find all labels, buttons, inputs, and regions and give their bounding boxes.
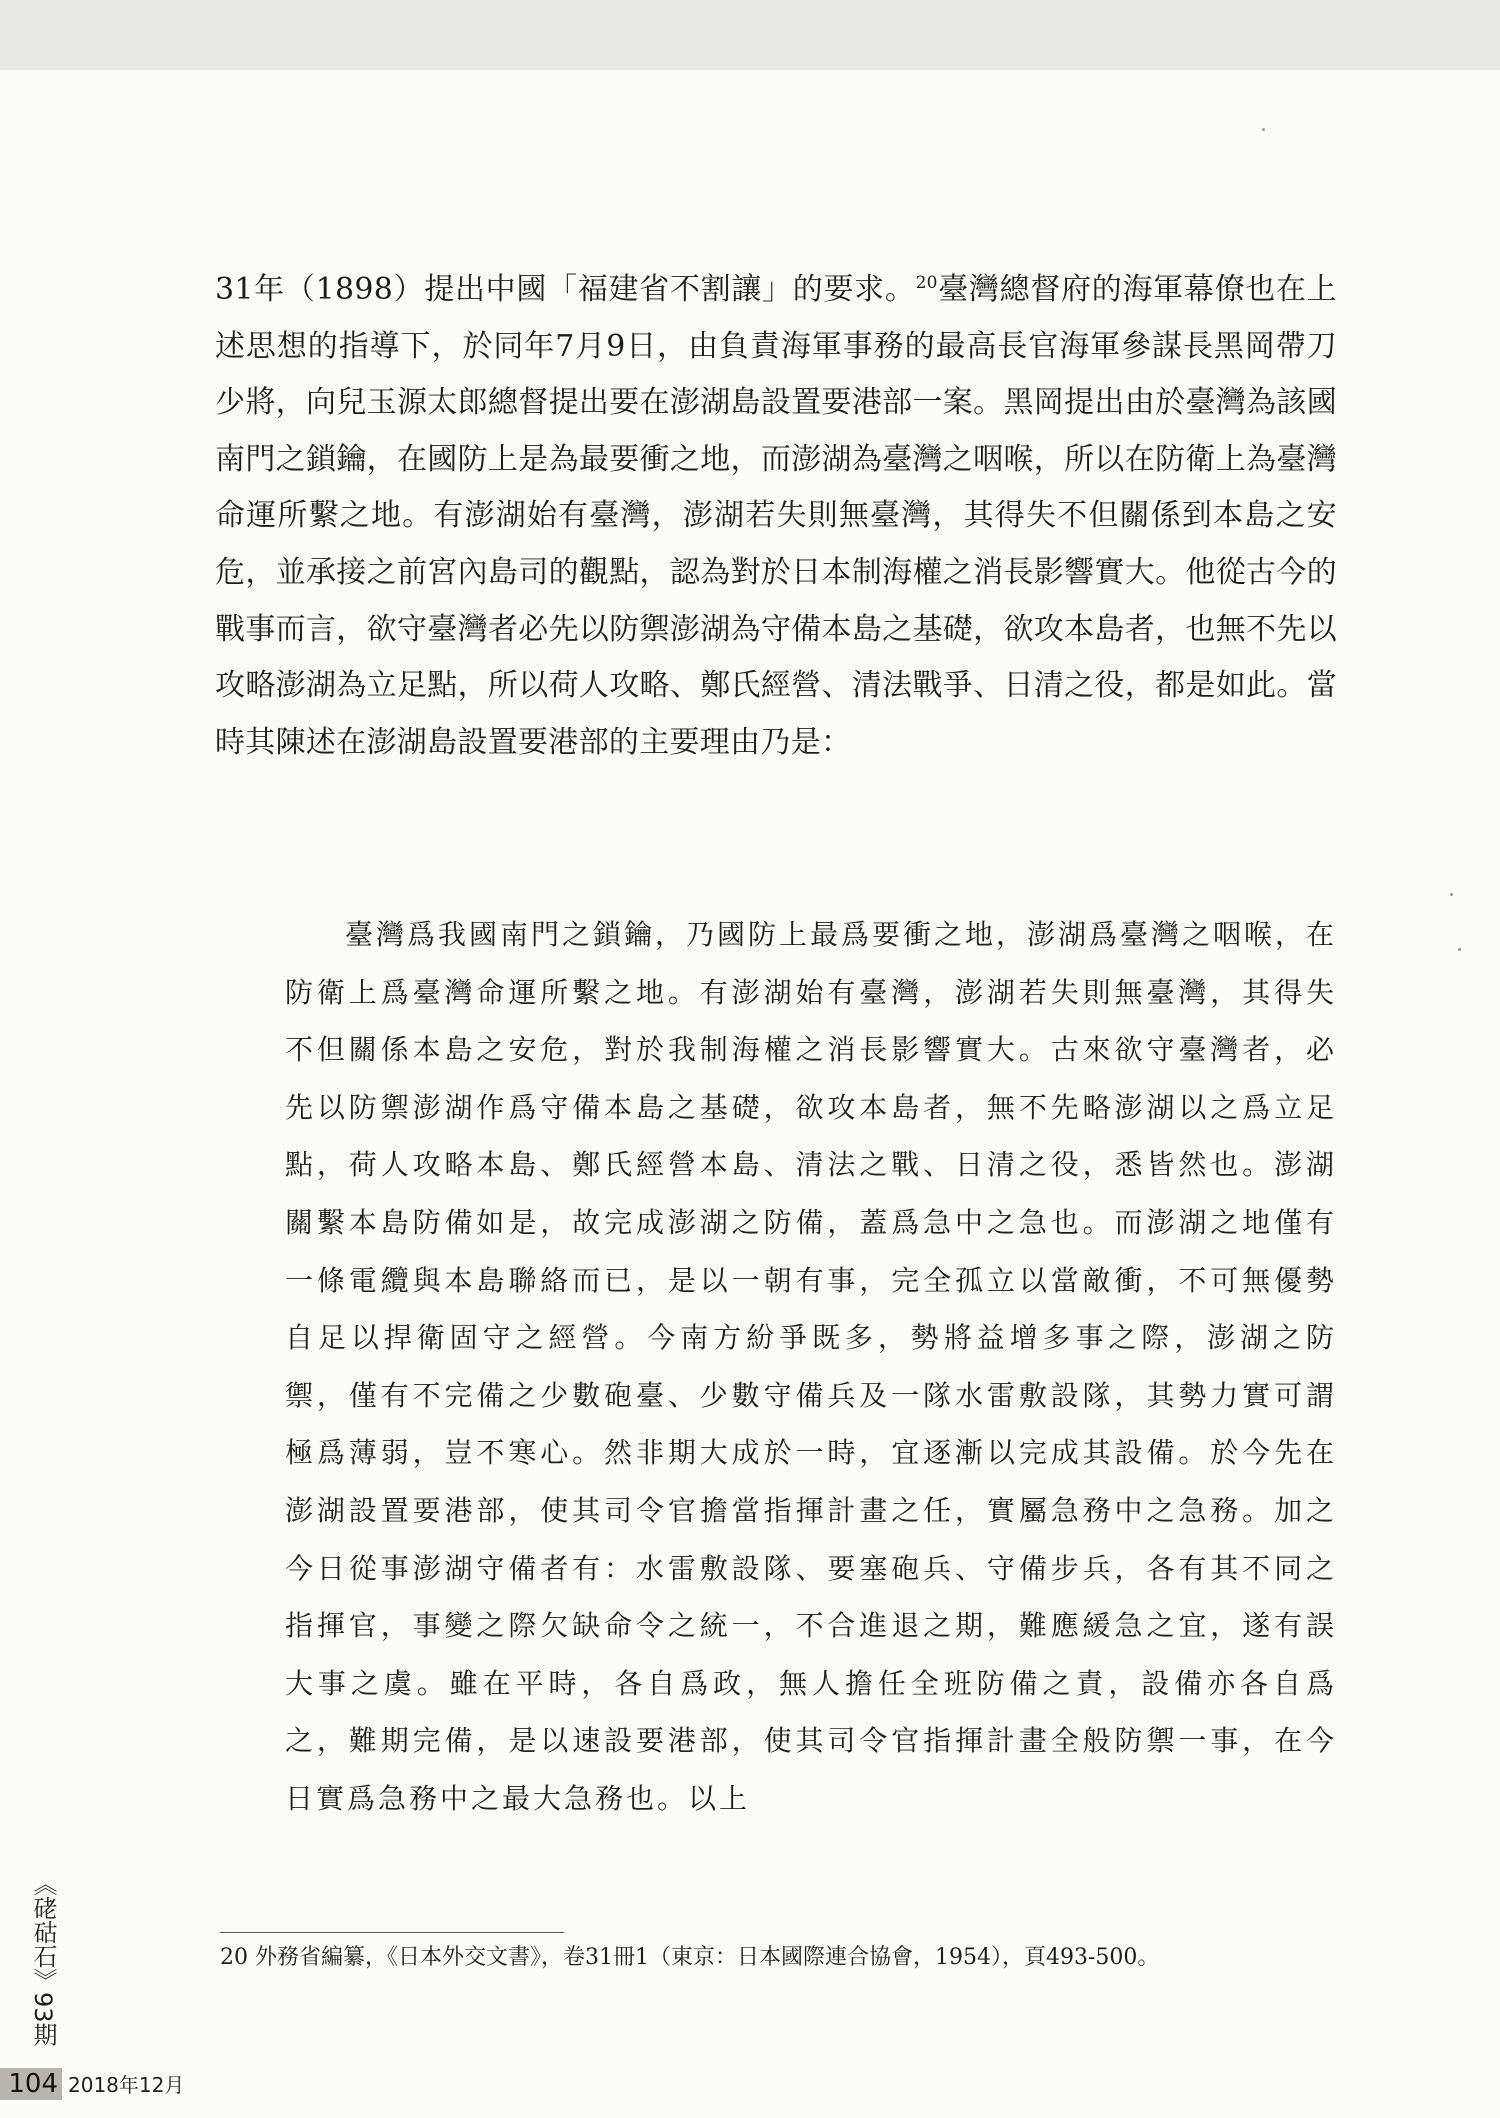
footnote-reference[interactable]: 20	[915, 273, 938, 293]
body-text-start: 31年（1898）提出中國「福建省不割讓」的要求。	[215, 272, 916, 307]
page-number: 104	[0, 2068, 62, 2100]
journal-title-vertical: 《硓𥑮石》93期	[29, 1871, 57, 2047]
body-text-rest: 臺灣總督府的海軍幕僚也在上述思想的指導下，於同年7月9日，由負責海軍事務的最高長官海軍參謀長黑岡帶刀少將，向兒玉源太郎總督提出要在澎湖島設置要港部一案。黑岡提出由於臺灣為該國南門之鎖鑰，在國防上是為最要衝之地，而澎湖為臺灣之咽喉，所以在防衛上為臺灣命運所繫之地。有澎湖始有臺灣，澎湖若失則無臺灣，其得失不但關係到本島之安危，並承接之前宮內島司的觀點，認為對於日本制海權之消長影響實大。他從古今的戰事而言，欲守臺灣者必先以防禦澎湖為守備本島之基礎，欲攻本島者，也無不先以攻略澎湖為立足點，所以荷人攻略、鄭氏經營、清法戰爭、日清之役，都是如此。當時其陳述在澎湖島設置要港部的主要理由乃是：	[215, 272, 1337, 760]
block-quotation: 臺灣爲我國南門之鎖鑰，乃國防上最爲要衝之地，澎湖爲臺灣之咽喉，在防衛上爲臺灣命運所繫之地。有澎湖始有臺灣，澎湖若失則無臺灣，其得失不但關係本島之安危，對於我制海權之消長影響實大。古來欲守臺灣者，必先以防禦澎湖作爲守備本島之基礎，欲攻本島者，無不先略澎湖以之爲立足點，荷人攻略本島、鄭氏經營本島、清法之戰、日清之役，悉皆然也。澎湖關繫本島防備如是，故完成澎湖之防備，蓋爲急中之急也。而澎湖之地僅有一條電纜與本島聯絡而已，是以一朝有事，完全孤立以當敵衝，不可無優勢自足以捍衛固守之經營。今南方紛爭既多，勢將益增多事之際，澎湖之防禦，僅有不完備之少數砲臺、少數守備兵及一隊水雷敷設隊，其勢力實可謂極爲薄弱，豈不寒心。然非期大成於一時，宜逐漸以完成其設備。於今先在澎湖設置要港部，使其司令官擔當指揮計畫之任，實屬急務中之急務。加之今日從事澎湖守備者有：水雷敷設隊、要塞砲兵、守備步兵，各有其不同之指揮官，事變之際欠缺命令之統一，不合進退之期，難應緩急之宜，遂有誤大事之虞。雖在平時，各自爲政，無人擔任全班防備之責，設備亦各自爲之，難期完備，是以速設要港部，使其司令官指揮計畫全般防禦一事，在今日實爲急務中之最大急務也。以上	[285, 918, 1338, 1815]
footnote: 20 外務省編纂，《日本外交文書》，卷31冊1（東京：日本國際連合協會，1954），頁493-500。	[220, 1945, 1160, 1970]
scan-speck	[1450, 893, 1453, 896]
scan-speck	[1458, 948, 1461, 951]
scan-top-band	[0, 0, 1500, 70]
scan-speck	[1262, 128, 1265, 131]
body-paragraph	[215, 262, 1337, 771]
footnote-divider	[220, 1932, 564, 1933]
issue-date: 2018年12月	[68, 2073, 185, 2097]
